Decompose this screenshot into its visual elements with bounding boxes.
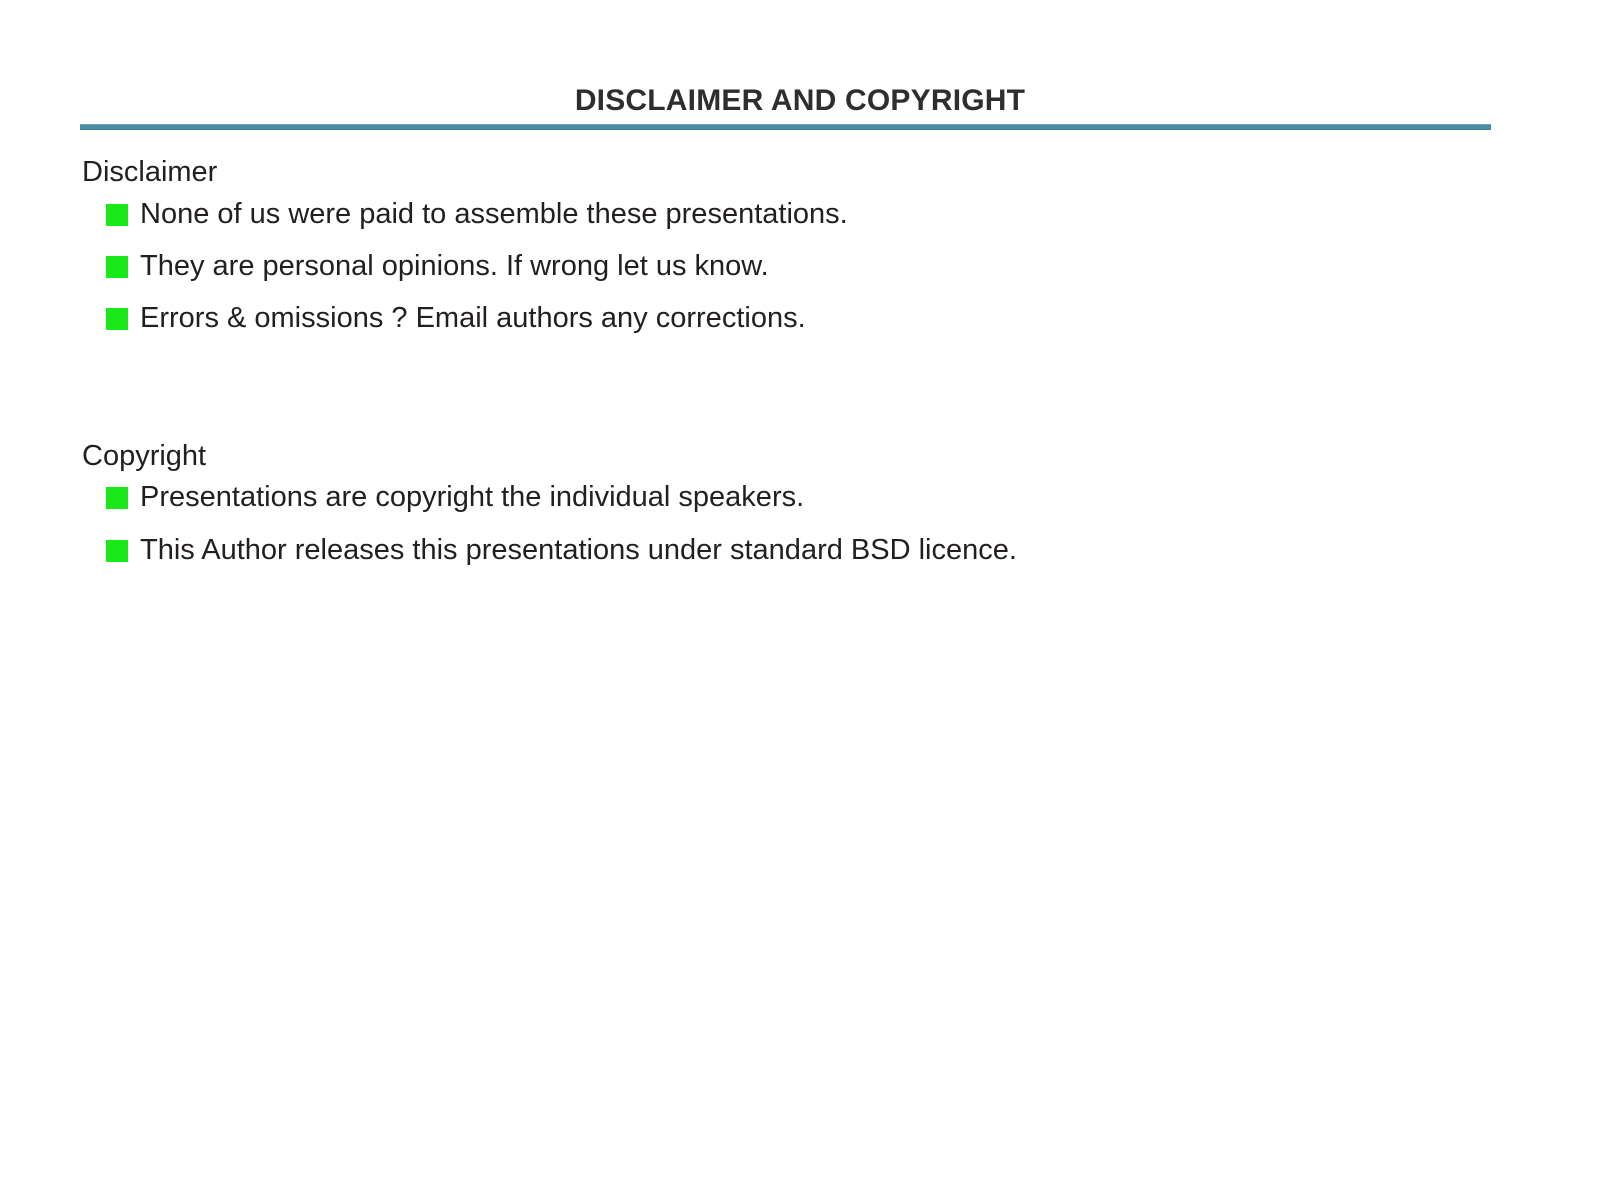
section-heading: Copyright	[82, 439, 207, 472]
square-bullet-icon	[106, 540, 128, 562]
bullet-list	[82, 196, 1532, 337]
section-disclaimer	[82, 155, 1532, 337]
list-item-label: Presentations are copyright the individual speakers.	[140, 481, 805, 514]
square-bullet-icon	[106, 256, 128, 278]
section-copyright	[82, 439, 1532, 568]
page-title: DISCLAIMER AND COPYRIGHT	[574, 84, 1026, 117]
list-item	[106, 300, 1532, 336]
square-bullet-icon	[106, 487, 128, 509]
list-item-label: None of us were paid to assemble these presentations.	[140, 197, 848, 230]
list-item-label: Errors & omissions ? Email authors any corrections.	[140, 302, 806, 335]
square-bullet-icon	[106, 308, 128, 330]
list-item	[106, 248, 1532, 284]
list-item	[106, 479, 1532, 515]
list-item-label: This Author releases this presentations under standard BSD licence.	[140, 533, 1017, 566]
section-spacer	[82, 353, 1532, 439]
title-divider	[80, 124, 1491, 130]
list-item	[106, 196, 1532, 232]
section-heading: Disclaimer	[82, 156, 218, 188]
list-item	[106, 532, 1532, 568]
slide-content	[82, 155, 1532, 584]
square-bullet-icon	[106, 204, 128, 226]
list-item-label: They are personal opinions. If wrong let us know.	[140, 250, 769, 283]
bullet-list	[82, 479, 1532, 568]
